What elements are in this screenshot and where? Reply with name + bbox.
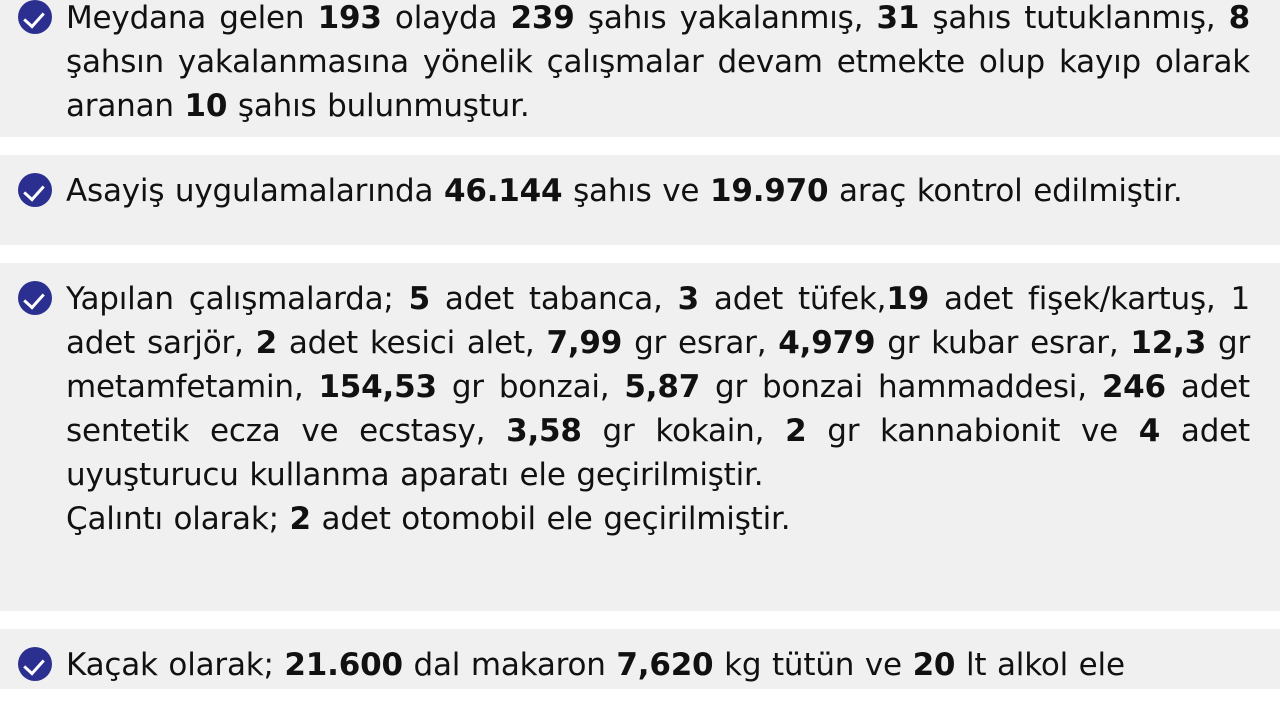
stat-number: 21.600 [284, 647, 403, 683]
stat-text: Asayiş uygulamalarında [66, 173, 444, 209]
stat-text: adet fişek/kartuş, 1 adet sarjör, [66, 281, 1250, 362]
stat-text: lt alkol ele [955, 647, 1125, 683]
stat-text: gr kannabionit ve [806, 413, 1139, 450]
stat-number: 3,58 [506, 413, 582, 450]
stat-number: 193 [317, 0, 382, 36]
stat-text: şahsın yakalanmasına yönelik çalışmalar devam etmekte olup kayıp olarak aranan [66, 44, 1250, 125]
stat-number: 46.144 [443, 173, 563, 209]
stat-text: adet otomobil ele geçirilmiştir. [310, 501, 791, 538]
paragraph [66, 277, 1250, 497]
paragraph-calinti [66, 497, 1250, 541]
stat-number: 2 [785, 413, 807, 450]
stat-text: adet tabanca, [429, 281, 678, 317]
stat-text: gr metamfetamin, [66, 325, 1250, 406]
check-circle-icon [18, 173, 52, 207]
statement-text-kacak [66, 643, 1250, 687]
stat-number: 246 [1101, 369, 1166, 406]
statement-text-olay [66, 0, 1250, 128]
statement-text-asayis [66, 169, 1250, 213]
stat-text: olayda [381, 0, 511, 36]
stat-number: 19 [886, 281, 930, 317]
stat-number: 8 [1228, 0, 1251, 36]
stat-text: Kaçak olarak; [66, 647, 285, 683]
stat-text: gr bonzai hammaddesi, [700, 369, 1102, 406]
stat-text: şahıs ve [562, 173, 710, 209]
stat-number: 2 [289, 501, 311, 538]
paragraph [66, 169, 1250, 213]
statement-block-asayis [0, 155, 1280, 245]
paragraph [66, 0, 1250, 128]
stat-number: 20 [912, 647, 956, 683]
stat-text: adet kesici alet, [276, 325, 547, 362]
statement-block-olay [0, 0, 1280, 137]
stat-number: 239 [510, 0, 575, 36]
check-circle-icon [18, 0, 52, 34]
stat-text: şahıs tutuklanmış, [919, 0, 1229, 36]
stat-number: 7,99 [546, 325, 623, 362]
stat-text: dal makaron [402, 647, 617, 683]
stat-text: gr kubar esrar, [875, 325, 1131, 362]
block-divider [0, 245, 1280, 263]
statement-text-calismalar [66, 277, 1250, 541]
stat-text: araç kontrol edilmiştir. [828, 173, 1183, 209]
stat-text: Çalıntı olarak; [66, 501, 290, 538]
stat-text: Yapılan çalışmalarda; [66, 281, 409, 317]
stat-text: kg tütün ve [713, 647, 913, 683]
stat-text: gr esrar, [622, 325, 779, 362]
statement-block-kacak [0, 629, 1280, 689]
check-circle-icon [18, 281, 52, 315]
stat-number: 12,3 [1130, 325, 1207, 362]
stat-number: 154,53 [318, 369, 437, 406]
stat-number: 31 [876, 0, 920, 36]
stat-number: 4,979 [778, 325, 876, 362]
stat-text: adet tüfek, [699, 281, 887, 317]
statement-block-calismalar [0, 263, 1280, 611]
paragraph [66, 643, 1250, 687]
block-divider [0, 611, 1280, 629]
stat-text: şahıs yakalanmış, [574, 0, 877, 36]
stat-number: 4 [1138, 413, 1161, 450]
stat-number: 7,620 [616, 647, 714, 683]
stat-number: 10 [184, 88, 228, 125]
stat-number: 5,87 [624, 369, 701, 406]
stat-number: 5 [408, 281, 430, 317]
stat-number: 2 [255, 325, 277, 362]
stat-text: adet sentetik ecza ve ecstasy, [66, 369, 1250, 450]
stat-text: şahıs bulunmuştur. [227, 88, 530, 125]
stat-text: gr kokain, [581, 413, 786, 450]
stat-number: 19.970 [709, 173, 829, 209]
stat-number: 3 [677, 281, 699, 317]
stat-text: adet uyuşturucu kullanma aparatı ele geçirilmiştir. [66, 413, 1251, 494]
stat-text: gr bonzai, [436, 369, 625, 406]
stat-text: Meydana gelen [66, 0, 318, 36]
check-circle-icon [18, 647, 52, 681]
block-divider [0, 137, 1280, 155]
